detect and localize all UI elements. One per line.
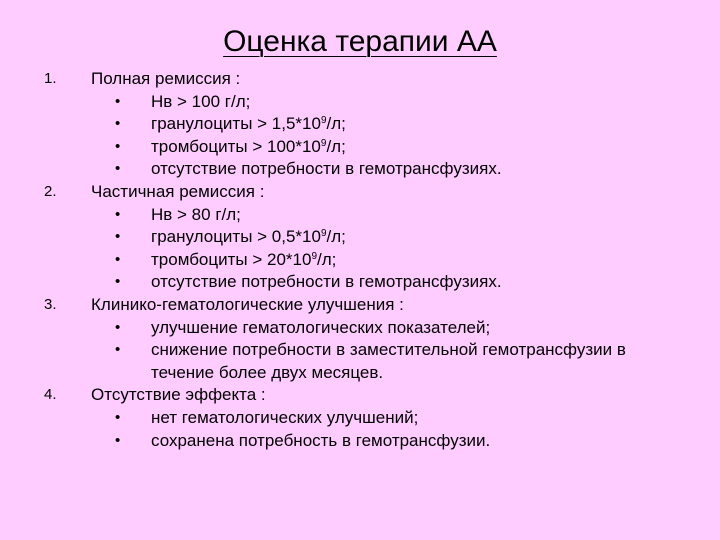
slide-title: Оценка терапии АА <box>223 25 497 58</box>
bullet-text: улучшение гематологических показателей; <box>151 317 491 337</box>
item-heading: Частичная ремиссия : <box>91 181 265 201</box>
bullet-list <box>0 317 720 385</box>
exponent: 9 <box>311 250 317 262</box>
bullet-item <box>0 317 720 340</box>
item-heading: Клинико-гематологические улучшения : <box>91 294 404 314</box>
bullet-icon: • <box>115 408 121 426</box>
bullet-icon: • <box>115 250 121 268</box>
bullet-item <box>0 249 720 272</box>
list-item-complete-remission <box>0 68 720 181</box>
bullet-icon: • <box>115 273 121 291</box>
bullet-item <box>0 204 720 227</box>
bullet-icon: • <box>115 160 121 178</box>
bullet-item <box>0 339 720 384</box>
exponent: 9 <box>320 115 327 127</box>
list-item-clinical-improvement <box>0 294 720 384</box>
bullet-icon: • <box>115 137 121 155</box>
bullet-text: тромбоциты > 20*10 <box>151 249 312 269</box>
bullet-item <box>0 407 720 430</box>
bullet-icon: • <box>115 115 121 133</box>
bullet-item <box>0 226 720 249</box>
bullet-icon: • <box>115 228 121 246</box>
item-number: 1. <box>44 70 57 87</box>
bullet-item <box>0 136 720 159</box>
bullet-icon: • <box>115 341 121 359</box>
bullet-list <box>0 91 720 181</box>
exponent: 9 <box>320 228 327 240</box>
bullet-unit: /л; <box>326 136 346 156</box>
criteria-list <box>0 68 720 452</box>
item-number: 3. <box>44 295 57 313</box>
bullet-text: Нв > 100 г/л; <box>151 91 251 111</box>
bullet-text: отсутствие потребности в гемотрансфузиях. <box>151 159 502 179</box>
list-item-no-effect <box>0 384 720 452</box>
bullet-text: Нв > 80 г/л; <box>151 204 241 224</box>
item-heading: Полная ремиссия : <box>91 69 241 88</box>
bullet-unit: /л; <box>326 227 346 247</box>
bullet-item <box>0 271 720 294</box>
bullet-text: сохранена потребность в гемотрансфузии. <box>151 430 491 450</box>
bullet-icon: • <box>115 431 121 449</box>
bullet-text: гранулоциты > 1,5*10 <box>151 114 321 134</box>
bullet-text: снижение потребности в заместительной гемотрансфузии в течение более двух месяцев. <box>151 340 626 382</box>
bullet-icon: • <box>115 205 121 223</box>
bullet-item <box>0 91 720 114</box>
bullet-unit: /л; <box>317 249 337 269</box>
bullet-item <box>0 430 720 453</box>
list-item-partial-remission <box>0 181 720 294</box>
bullet-text: нет гематологических улучшений; <box>151 407 419 427</box>
bullet-text: гранулоциты > 0,5*10 <box>151 227 321 247</box>
bullet-icon: • <box>115 92 121 110</box>
bullet-text: тромбоциты > 100*10 <box>151 136 321 156</box>
item-heading: Отсутствие эффекта : <box>91 385 266 405</box>
bullet-item <box>0 158 720 181</box>
item-number: 2. <box>44 182 57 200</box>
item-number: 4. <box>44 386 57 404</box>
bullet-icon: • <box>115 318 121 336</box>
bullet-text: отсутствие потребности в гемотрансфузиях. <box>151 272 502 292</box>
bullet-list <box>0 407 720 452</box>
bullet-unit: /л; <box>326 114 346 134</box>
exponent: 9 <box>320 137 327 149</box>
bullet-item <box>0 113 720 136</box>
bullet-list <box>0 204 720 294</box>
